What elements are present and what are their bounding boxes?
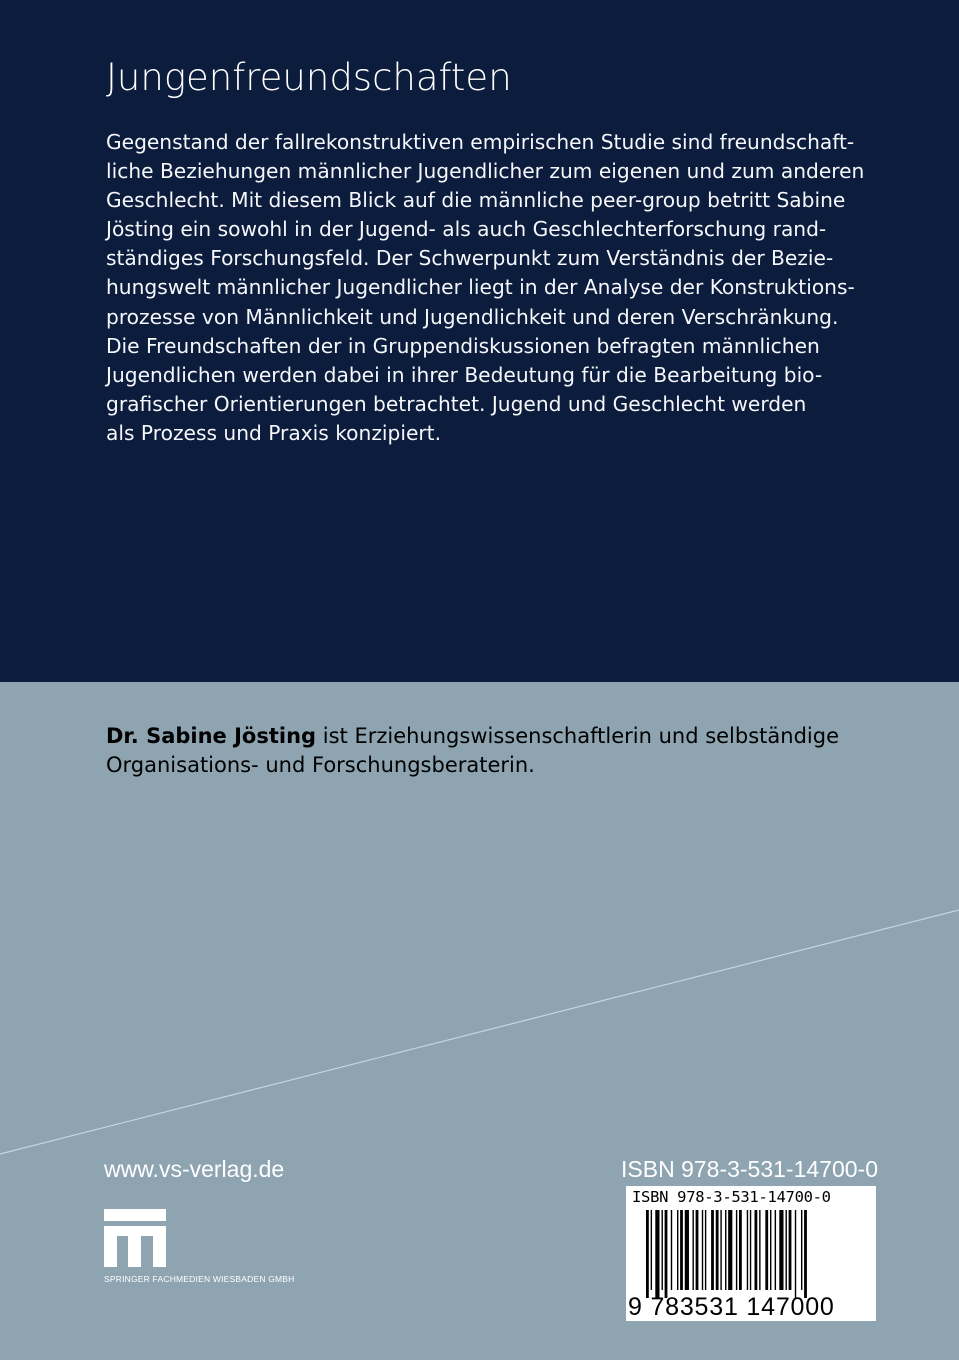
barcode-bar [685,1210,689,1290]
description-line: liche Beziehungen männlicher Jugendlicher zum eigenen und zum anderen [106,159,865,184]
isbn-label: ISBN 978-3-531-14700-0 [621,1156,878,1182]
description-line: Die Freundschaften der in Gruppendiskussionen befragten männlichen [106,333,820,358]
barcode-bar [775,1210,776,1290]
barcode-bar [716,1210,719,1290]
barcode-bar [671,1210,672,1290]
description-line: Jugendlichen werden dabei in ihrer Bedeutung für die Bearbeitung bio- [106,362,823,387]
barcode-isbn-text: ISBN 978-3-531-14700-0 [632,1188,831,1206]
barcode [626,1186,876,1321]
author-bio [106,722,886,780]
book-description [106,128,876,448]
author-name: Dr. Sabine Jösting [106,724,317,748]
publisher-url[interactable]: www.vs-verlag.de [104,1156,285,1182]
barcode-bar [786,1210,787,1290]
barcode-bar [655,1210,659,1298]
publisher-logo-icon [104,1209,166,1267]
barcode-bar [665,1210,668,1298]
barcode-bar [750,1210,751,1290]
barcode-bar [795,1210,796,1298]
barcode-bar [677,1210,678,1290]
description-line: Jösting ein sowohl in der Jugend- als auch Geschlechterforschung rand- [106,217,827,242]
barcode-bar [779,1210,783,1290]
barcode-bar [739,1210,742,1290]
author-bio-line2: Organisations- und Forschungsberaterin. [106,753,535,777]
barcode-bar [705,1210,706,1290]
barcode-bar [804,1210,807,1298]
publisher-name: SPRINGER FACHMEDIEN WIESBADEN GMBH [104,1274,295,1284]
book-title: Jungenfreundschaften [106,56,512,99]
barcode-bar [725,1210,726,1290]
description-line: Gegenstand der fallrekonstruktiven empirischen Studie sind freundschaft- [106,130,855,154]
barcode-bar [736,1210,737,1290]
author-bio-line1: ist Erziehungswissenschaftlerin und selbständige [316,724,839,748]
barcode-bar [711,1210,714,1290]
barcode-bar [755,1210,758,1290]
barcode-bar [702,1210,703,1290]
barcode-bar [696,1210,699,1290]
barcode-bar [770,1210,771,1290]
description-line: grafischer Orientierungen betrachtet. Jugend und Geschlecht werden [106,391,807,416]
barcode-bar [765,1210,768,1290]
barcode-bar [728,1210,732,1290]
barcode-bar [789,1210,792,1290]
barcode-bar [680,1210,683,1290]
barcode-bar [693,1210,694,1290]
barcode-bar [662,1210,663,1290]
barcode-bar [801,1210,802,1290]
description-line: ständiges Forschungsfeld. Der Schwerpunkt zum Verständnis der Bezie- [106,246,834,271]
barcode-bar [759,1210,760,1290]
barcode-bar [747,1210,748,1290]
description-line: Geschlecht. Mit diesem Blick auf die männliche peer-group betritt Sabine [106,188,846,213]
description-line: hungswelt männlicher Jugendlicher liegt in der Analyse der Konstruktions- [106,275,855,300]
barcode-bar [646,1210,649,1298]
barcode-digits: 9 783531 147000 [628,1293,835,1321]
barcode-bar [720,1210,721,1290]
description-line: prozesse von Männlichkeit und Jugendlichkeit und deren Verschränkung. [106,304,839,329]
description-line: als Prozess und Praxis konzipiert. [106,420,442,445]
barcode-bar [651,1210,652,1290]
